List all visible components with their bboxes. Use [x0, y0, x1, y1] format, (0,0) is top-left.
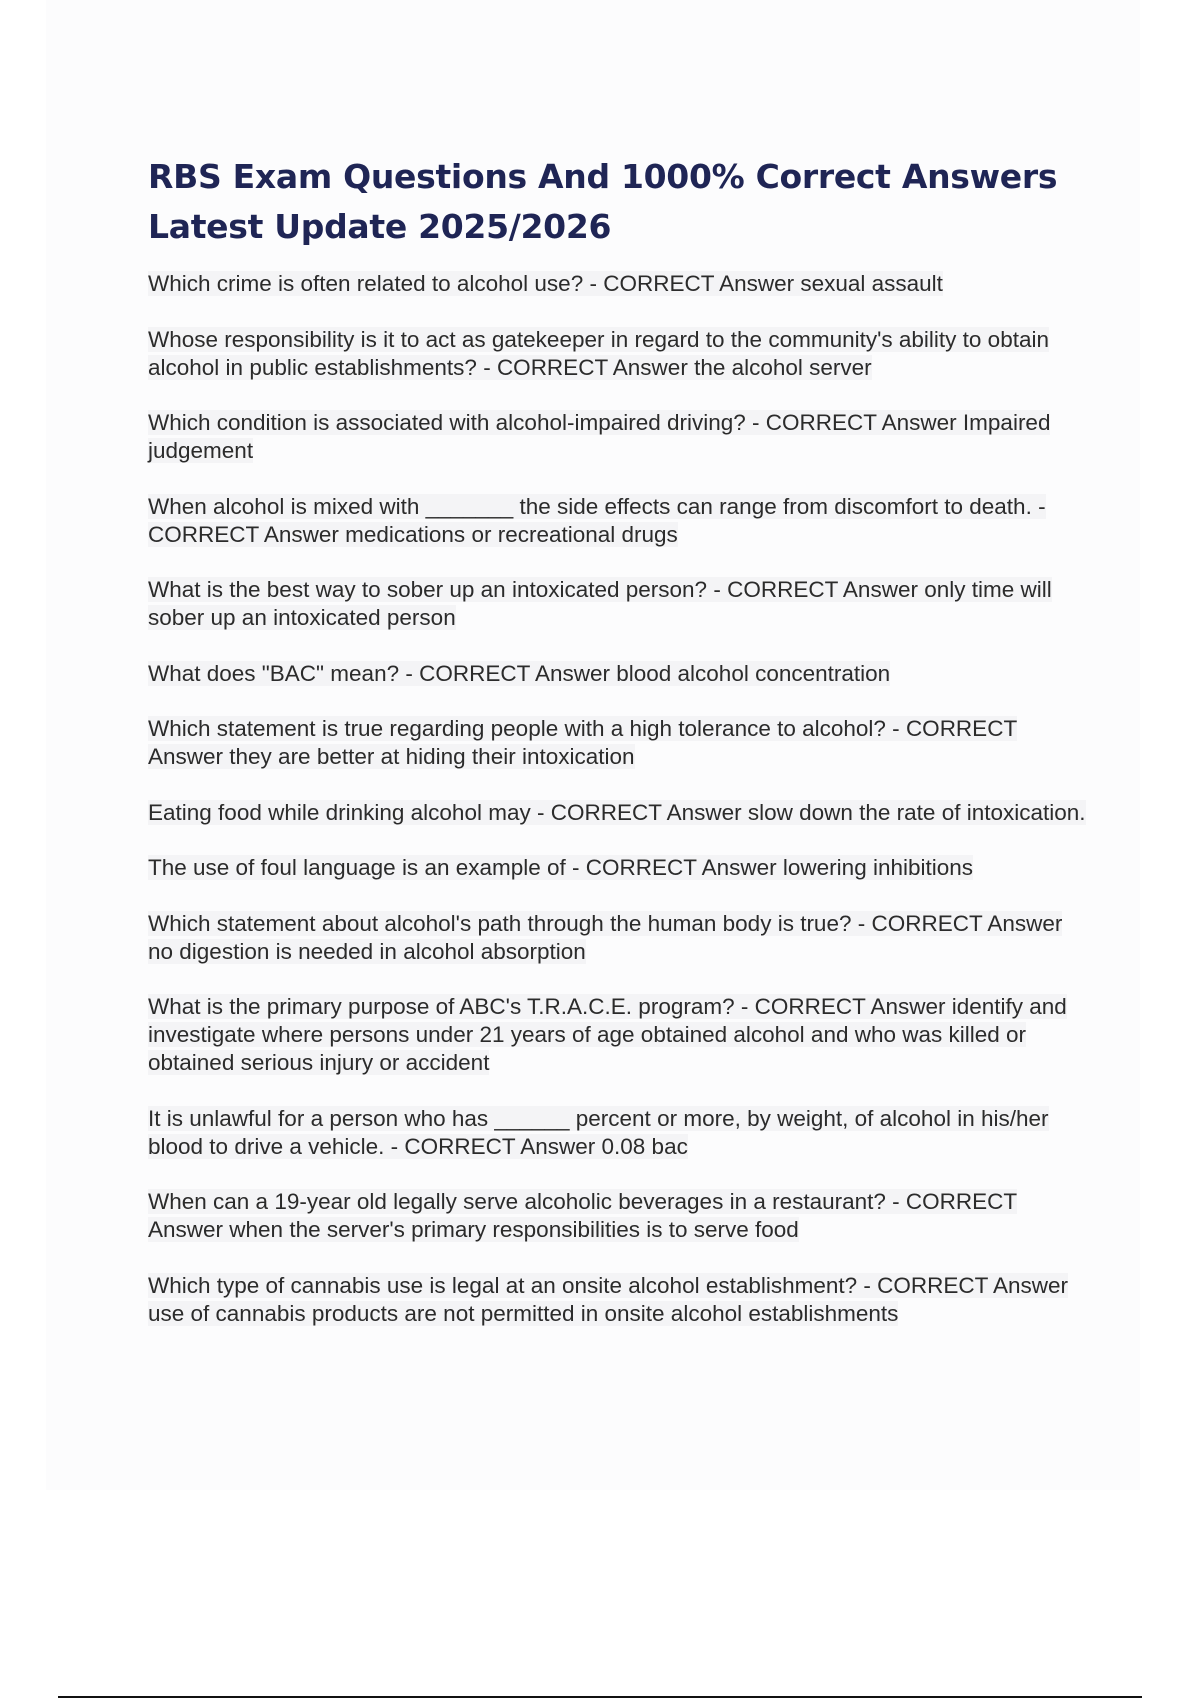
answer-text: CORRECT Answer slow down the rate of intoxication.: [550, 799, 1086, 825]
qa-item: [148, 660, 1088, 688]
qa-item: [148, 1105, 1088, 1161]
qa-item: [148, 409, 1088, 465]
question-text: Whose responsibility is it to act as gatekeeper in regard to the community's ability to obtain alcohol in public establishments? -: [148, 326, 1049, 380]
qa-item: [148, 493, 1088, 549]
qa-item: [148, 799, 1088, 827]
question-text: When can a 19-year old legally serve alcoholic beverages in a restaurant? -: [148, 1189, 906, 1214]
answer-text: CORRECT Answer the alcohol server: [496, 354, 872, 380]
qa-item: [148, 993, 1088, 1077]
question-text: What does "BAC" mean? -: [148, 660, 420, 686]
question-text: Which statement is true regarding people with a high tolerance to alcohol? -: [148, 716, 906, 741]
qa-item: [148, 576, 1088, 632]
answer-text: CORRECT Answer only time will sober up an intoxicated person: [148, 577, 1052, 630]
qa-item: [148, 715, 1088, 771]
answer-text: CORRECT Answer 0.08 bac: [404, 1133, 688, 1159]
answer-text: CORRECT Answer use of cannabis products are not permitted in onsite alcohol establishments: [148, 1272, 1069, 1326]
question-text: The use of foul language is an example of -: [148, 855, 586, 880]
question-text: When alcohol is mixed with _______ the side effects can range from discomfort to death. -: [148, 493, 1046, 519]
answer-text: CORRECT Answer Impaired judgement: [148, 410, 1051, 463]
qa-item: [148, 854, 1088, 882]
answer-text: CORRECT Answer medications or recreational drugs: [148, 521, 678, 547]
question-text: Which statement about alcohol's path through the human body is true? -: [148, 910, 872, 936]
answer-text: CORRECT Answer identify and investigate where persons under 21 years of age obtained alcohol and who was killed or obtained serious injury or accident: [148, 994, 1067, 1075]
answer-text: CORRECT Answer when the server's primary responsibilities is to serve food: [148, 1189, 1018, 1242]
question-text: What is the best way to sober up an intoxicated person? -: [148, 577, 728, 602]
answer-text: CORRECT Answer they are better at hiding their intoxication: [148, 716, 1018, 769]
title-line-2: Latest Update 2025/2026: [148, 207, 612, 246]
question-text: Which crime is often related to alcohol use? -: [148, 271, 604, 296]
answer-text: CORRECT Answer sexual assault: [603, 271, 943, 296]
answer-text: CORRECT Answer blood alcohol concentration: [419, 660, 891, 686]
qa-item: [148, 270, 1088, 298]
question-text: What is the primary purpose of ABC's T.R.A.C.E. program? -: [148, 994, 755, 1019]
qa-item: [148, 910, 1088, 966]
qa-item: [148, 1188, 1088, 1244]
document-content: [148, 152, 1088, 1355]
answer-text: CORRECT Answer lowering inhibitions: [585, 855, 974, 880]
question-text: It is unlawful for a person who has ______ percent or more, by weight, of alcohol in his/her blood to drive a vehicle. -: [148, 1105, 1049, 1159]
page-bottom-rule: [58, 1696, 1142, 1698]
answer-text: CORRECT Answer no digestion is needed in alcohol absorption: [148, 910, 1063, 964]
qa-item: [148, 326, 1088, 382]
qa-item: [148, 1272, 1088, 1328]
question-text: Which type of cannabis use is legal at an onsite alcohol establishment? -: [148, 1272, 878, 1298]
title-line-1: RBS Exam Questions And 1000% Correct Answers: [148, 157, 1058, 196]
document-title: [148, 152, 1088, 252]
question-text: Eating food while drinking alcohol may -: [148, 799, 551, 825]
question-text: Which condition is associated with alcohol-impaired driving? -: [148, 410, 766, 435]
